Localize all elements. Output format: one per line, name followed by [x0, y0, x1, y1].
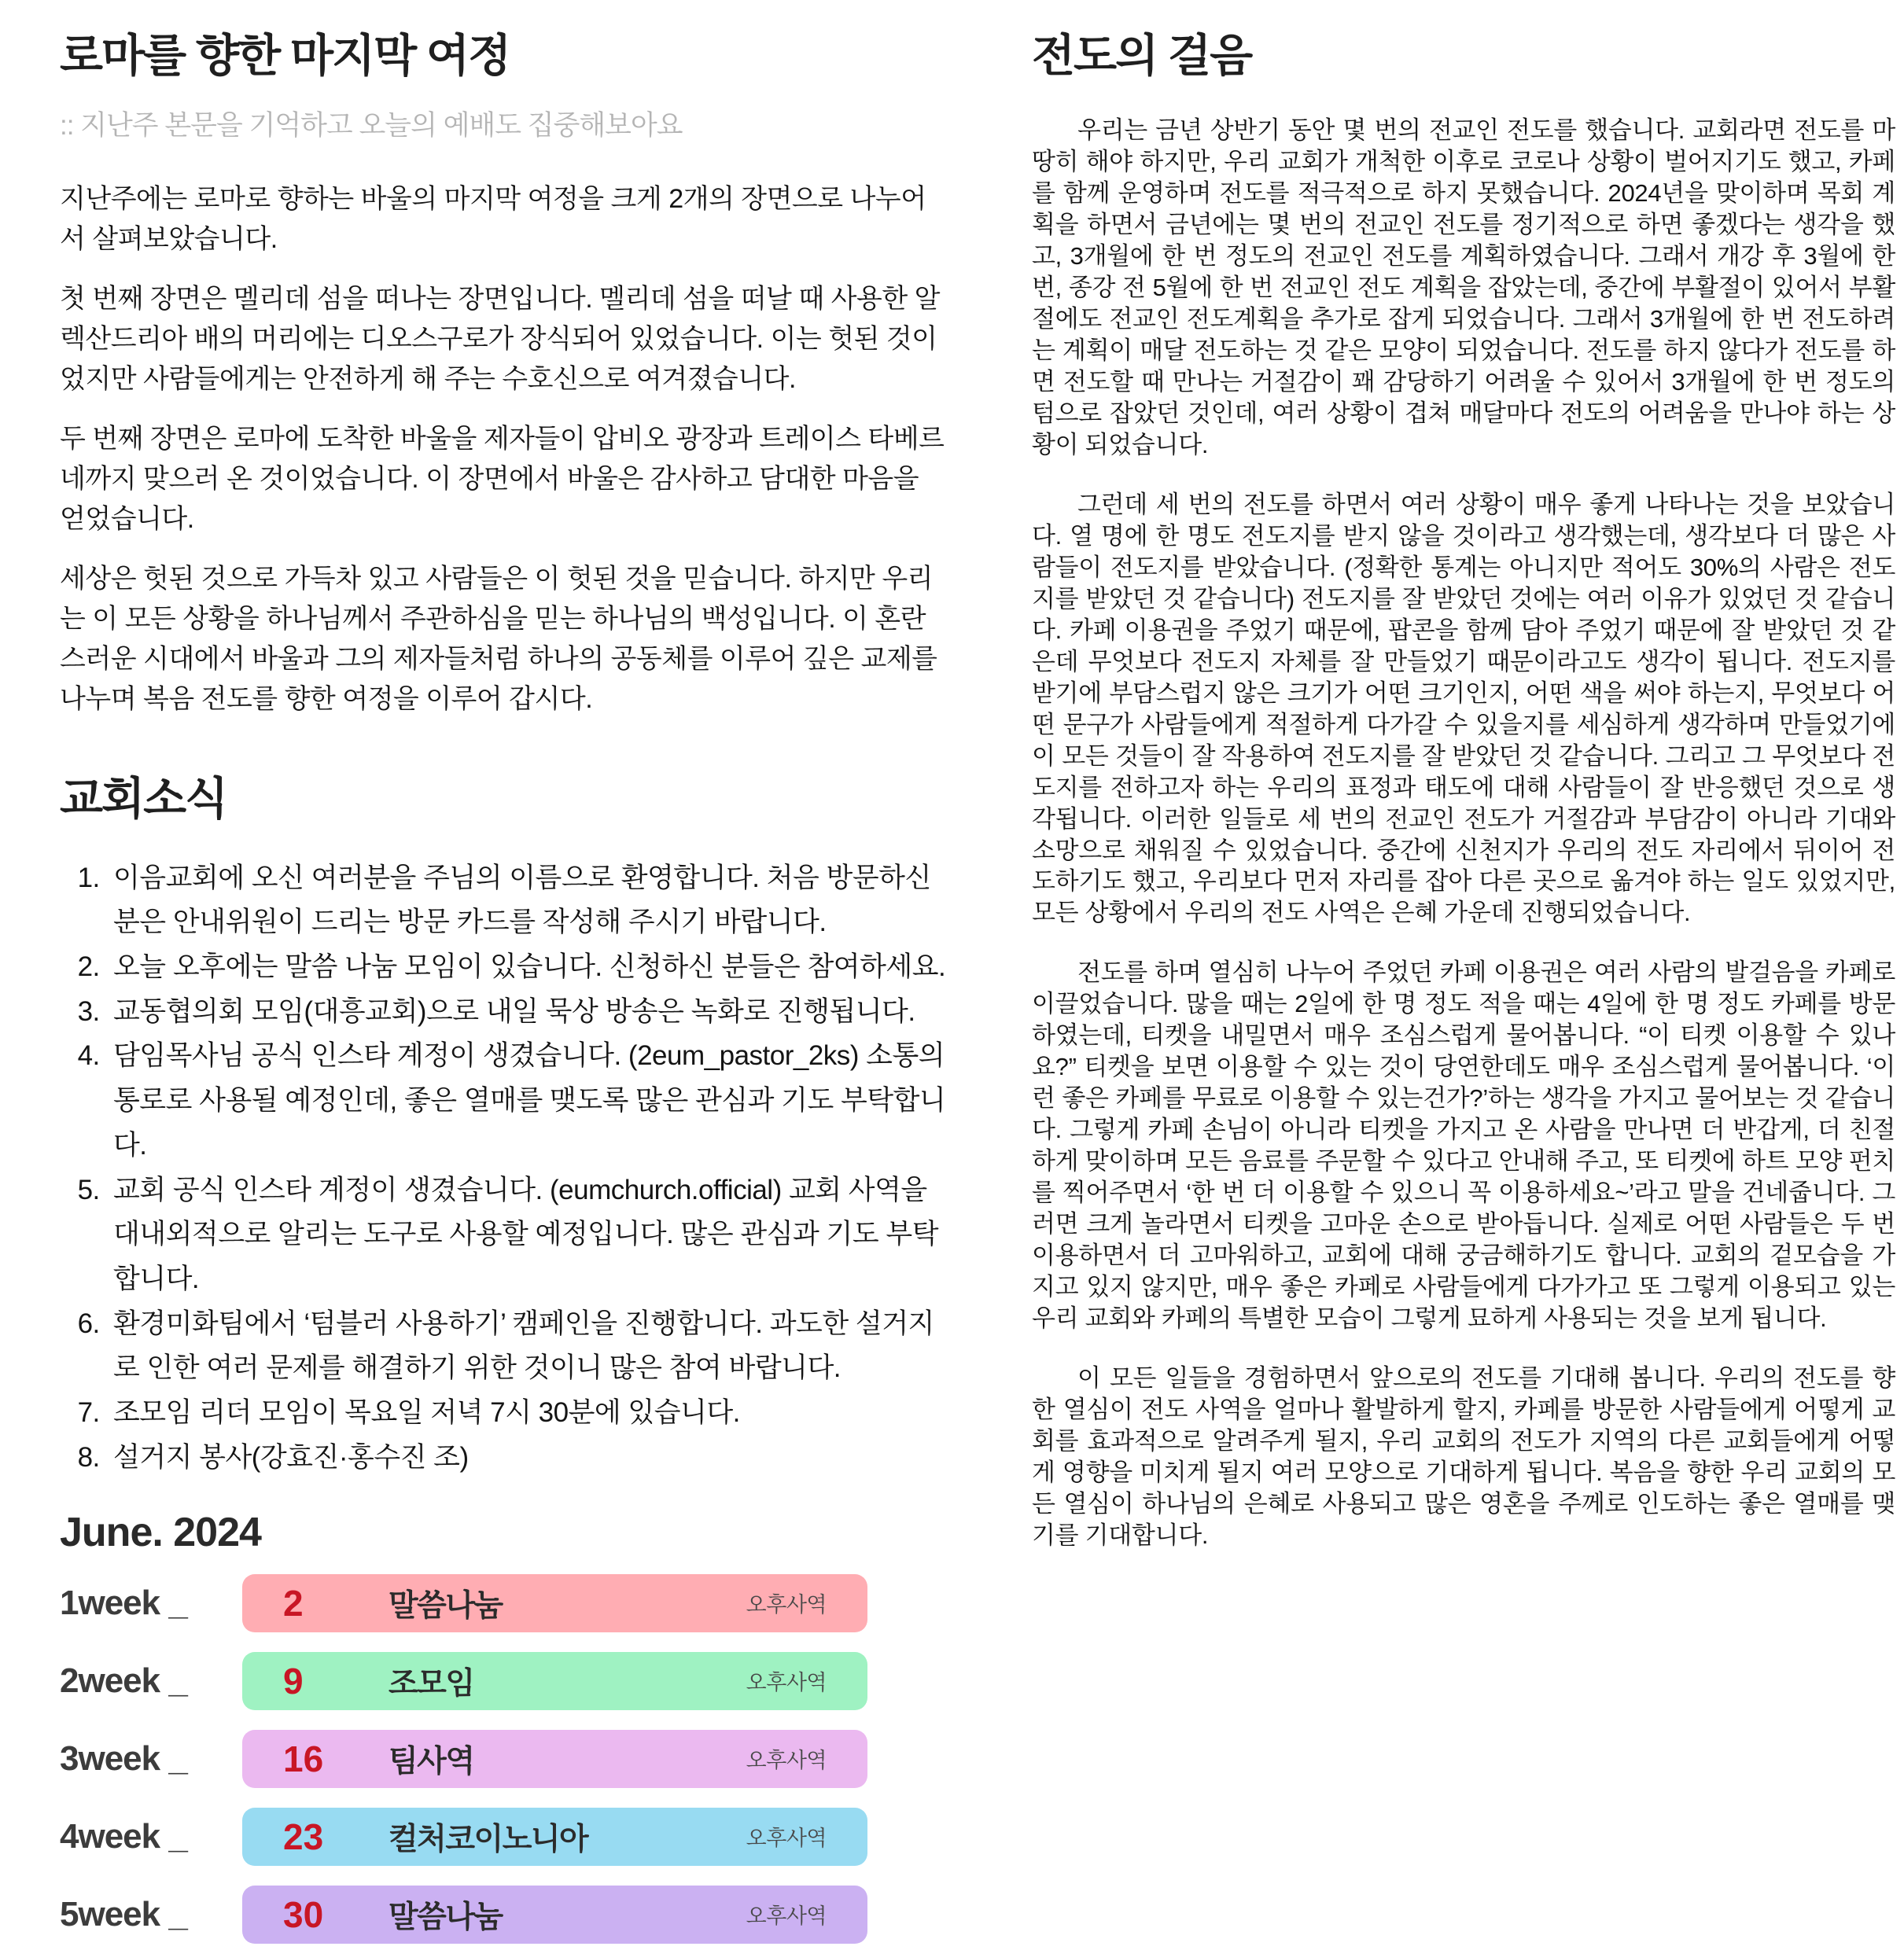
week-ministry-tag: 오후사역 — [746, 1904, 827, 1929]
church-news-list — [60, 856, 950, 1481]
week-ministry-tag: 오후사역 — [746, 1749, 827, 1773]
week-event-name: 팀사역 — [389, 1744, 474, 1779]
week-event-name: 말씀나눔 — [389, 1900, 503, 1934]
week-event-bar — [242, 1730, 867, 1788]
week-event-name: 말씀나눔 — [389, 1588, 503, 1623]
left-column — [60, 33, 950, 1944]
calendar — [60, 1574, 950, 1944]
week-ministry-tag: 오후사역 — [746, 1827, 827, 1851]
church-news-title: 교회소식 — [60, 773, 227, 824]
week-date: 2 — [283, 1582, 304, 1624]
calendar-week-row — [60, 1886, 950, 1944]
week-event-bar — [242, 1886, 867, 1944]
sermon-summary — [60, 179, 950, 719]
essay-paragraph: 우리는 금년 상반기 동안 몇 번의 전교인 전도를 했습니다. 교회라면 전도를 마땅히 해야 하지만, 우리 교회가 개척한 이후로 코로나 상황이 벌어지기도 했고, 카페를 함께 운영하며 전도를 적극적으로 하지 못했습니다. 2024년을 맞이하며 목회 계획을 하면서 금년에는 몇 번의 전교인 전도를 정기적으로 하면 좋겠다는 생각을 했고, 3개월에 한 번 정도의 전교인 전도를 계획하였습니다. 그래서 개강 후 3월에 한 번, 종강 전 5월에 한 번 전교인 전도 계획을 잡았는데, 중간에 부활절이 있어서 부활절에도 전교인 전도계획을 추가로 잡게 되었습니다. 그래서 3개월에 한 번 전도하려는 계획이 매달 전도하는 것 같은 모양이 되었습니다. 전도를 하지 않다가 전도를 하면 전도할 때 만나는 거절감이 꽤 감당하기 어려울 수 있어서 3개월에 한 번 정도의 텀으로 잡았던 것인데, 여러 상황이 겹쳐 매달마다 전도의 어려움을 만나야 하는 상황이 되었습니다. — [1032, 116, 1895, 458]
news-item: 1. 이음교회에 오신 여러분을 주님의 이름으로 환영합니다. 처음 방문하신 분은 안내위원이 드리는 방문 카드를 작성해 주시기 바랍니다. — [107, 856, 950, 945]
calendar-week-row — [60, 1808, 950, 1866]
week-date: 16 — [283, 1738, 324, 1779]
sermon-subtitle: :: 지난주 본문을 기억하고 오늘의 예배도 집중해보아요 — [60, 109, 683, 141]
week-label: 2week _ — [60, 1661, 187, 1700]
calendar-title: June. 2024 — [60, 1510, 261, 1556]
essay-paragraph: 그런데 세 번의 전도를 하면서 여러 상황이 매우 좋게 나타나는 것을 보았습니다. 열 명에 한 명도 전도지를 받지 않을 것이라고 생각했는데, 생각보다 더 많은 사람들이 전도지를 받았습니다. (정확한 통계는 아니지만 적어도 30%의 사람은 전도지를 받았던 것 같습니다) 전도지를 잘 받았던 것에는 여러 이유가 있었던 것 같습니다. 카페 이용권을 주었기 때문에, 팝콘을 함께 담아 주었기 때문에 잘 받았던 것 같은데 무엇보다 전도지 자체를 잘 만들었기 때문이라고도 생각이 됩니다. 전도지를 받기에 부담스럽지 않은 크기가 어떤 크기인지, 어떤 색을 써야 하는지, 무엇보다 어떤 문구가 사람들에게 적절하게 다가갈 수 있을지를 세심하게 생각하며 만들었기에 이 모든 것들이 잘 작용하여 전도지를 잘 받았던 것 같습니다. 그리고 그 무엇보다 전도지를 전하고자 하는 우리의 표정과 태도에 대해 사람들이 잘 반응했던 것으로 생각됩니다. 이러한 일들로 세 번의 전교인 전도가 거절감과 부담감이 아니라 기대와 소망으로 채워질 수 있었습니다. 중간에 신천지가 우리의 전도 자리에서 뒤이어 전도하기도 했고, 우리보다 먼저 자리를 잡아 다른 곳으로 옮겨야 하는 일도 있었지만, 모든 상황에서 우리의 전도 사역은 은혜 가운데 진행되었습니다. — [1032, 490, 1895, 927]
essay-paragraph: 전도를 하며 열심히 나누어 주었던 카페 이용권은 여러 사람의 발걸음을 카페로 이끌었습니다. 많을 때는 2일에 한 명 정도 적을 때는 4일에 한 명 정도 카페를 방문하였는데, 티켓을 내밀면서 매우 조심스럽게 물어봅니다. “이 티켓 이용할 수 있나요?” 티켓을 보면 이용할 수 있는 것이 당연한데도 매우 조심스럽게 물어봅니다. ‘이런 좋은 카페를 무료로 이용할 수 있는건가?’하는 생각을 가지고 물어보는 것 같습니다. 그렇게 카페 손님이 아니라 티켓을 가지고 온 사람을 만나면 더 반갑게, 더 친절하게 맞이하며 모든 음료를 주문할 수 있다고 안내해 주고, 또 티켓에 하트 모양 펀치를 찍어주면서 ‘한 번 더 이용할 수 있으니 꼭 이용하세요~’라고 말을 건네줍니다. 그러면 크게 놀라면서 티켓을 고마운 손으로 받아듭니다. 실제로 어떤 사람들은 두 번 이용하면서 더 고마워하고, 교회에 대해 궁금해하기도 합니다. 교회의 겉모습을 가지고 있지 않지만, 매우 좋은 카페로 사람들에게 다가가고 또 그렇게 이용되고 있는 우리 교회와 카페의 특별한 모습이 그렇게 묘하게 사용되는 것을 보게 됩니다. — [1032, 958, 1895, 1333]
week-label: 4week _ — [60, 1816, 187, 1856]
week-event-bar — [242, 1574, 867, 1632]
sermon-paragraph: 세상은 헛된 것으로 가득차 있고 사람들은 이 헛된 것을 믿습니다. 하지만 우리는 이 모든 상황을 하나님께서 주관하심을 믿는 하나님의 백성입니다. 이 혼란스러운 시대에서 바울과 그의 제자들처럼 하나의 공동체를 이루어 깊은 교제를 나누며 복음 전도를 향한 여정을 이루어 갑시다. — [60, 563, 937, 714]
news-item: 8. 설거지 봉사(강효진·홍수진 조) — [107, 1436, 950, 1481]
right-column — [1032, 33, 1895, 1944]
news-item: 2. 오늘 오후에는 말씀 나눔 모임이 있습니다. 신청하신 분들은 참여하세요. — [107, 945, 950, 990]
week-label: 1week _ — [60, 1583, 187, 1622]
news-item: 7. 조모임 리더 모임이 목요일 저녁 7시 30분에 있습니다. — [107, 1391, 950, 1436]
week-date: 23 — [283, 1816, 324, 1857]
essay-body — [1032, 115, 1895, 1551]
sermon-paragraph: 두 번째 장면은 로마에 도착한 바울을 제자들이 압비오 광장과 트레이스 타베르네까지 맞으러 온 것이었습니다. 이 장면에서 바울은 감사하고 담대한 마음을 얻었습니다. — [60, 423, 945, 534]
news-item: 3. 교동협의회 모임(대흥교회)으로 내일 묵상 방송은 녹화로 진행됩니다. — [107, 990, 950, 1035]
news-item: 6. 환경미화팀에서 ‘텀블러 사용하기’ 캠페인을 진행합니다. 과도한 설거지로 인한 여러 문제를 해결하기 위한 것이니 많은 참여 바랍니다. — [107, 1302, 950, 1391]
week-event-name: 조모임 — [389, 1666, 474, 1701]
week-label: 3week _ — [60, 1738, 187, 1778]
week-event-bar — [242, 1652, 867, 1710]
sermon-title: 로마를 향한 마지막 여정 — [60, 31, 510, 81]
week-date: 9 — [283, 1660, 304, 1702]
essay-paragraph: 이 모든 일들을 경험하면서 앞으로의 전도를 기대해 봅니다. 우리의 전도를 향한 열심이 전도 사역을 얼마나 활발하게 할지, 카페를 방문한 사람들에게 어떻게 교회를 효과적으로 알려주게 될지, 우리 교회의 전도가 지역의 다른 교회들에게 어떻게 영향을 미치게 될지 여러 모양으로 기대하게 됩니다. 복음을 향한 우리 교회의 모든 열심이 하나님의 은혜로 사용되고 많은 영혼을 주께로 인도하는 좋은 열매를 맺기를 기대합니다. — [1032, 1364, 1895, 1550]
news-item: 5. 교회 공식 인스타 계정이 생겼습니다. (eumchurch.official) 교회 사역을 대내외적으로 알리는 도구로 사용할 예정입니다. 많은 관심과 기도 부탁합니다. — [107, 1168, 950, 1302]
week-date: 30 — [283, 1893, 324, 1935]
week-event-name: 컬처코이노니아 — [389, 1822, 588, 1856]
calendar-week-row — [60, 1574, 950, 1632]
sermon-paragraph: 첫 번째 장면은 멜리데 섬을 떠나는 장면입니다. 멜리데 섬을 떠날 때 사용한 알렉산드리아 배의 머리에는 디오스구로가 장식되어 있었습니다. 이는 헛된 것이었지만 사람들에게는 안전하게 해 주는 수호신으로 여겨졌습니다. — [60, 283, 940, 394]
week-ministry-tag: 오후사역 — [746, 1671, 827, 1695]
calendar-week-row — [60, 1652, 950, 1710]
essay-title: 전도의 걸음 — [1032, 31, 1252, 81]
week-event-bar — [242, 1808, 867, 1866]
week-ministry-tag: 오후사역 — [746, 1593, 827, 1617]
week-label: 5week _ — [60, 1894, 187, 1933]
news-item: 4. 담임목사님 공식 인스타 계정이 생겼습니다. (2eum_pastor_2ks) 소통의 통로로 사용될 예정인데, 좋은 열매를 맺도록 많은 관심과 기도 부탁합니다. — [107, 1034, 950, 1168]
sermon-paragraph: 지난주에는 로마로 향하는 바울의 마지막 여정을 크게 2개의 장면으로 나누어서 살펴보았습니다. — [60, 183, 926, 254]
calendar-week-row — [60, 1730, 950, 1788]
